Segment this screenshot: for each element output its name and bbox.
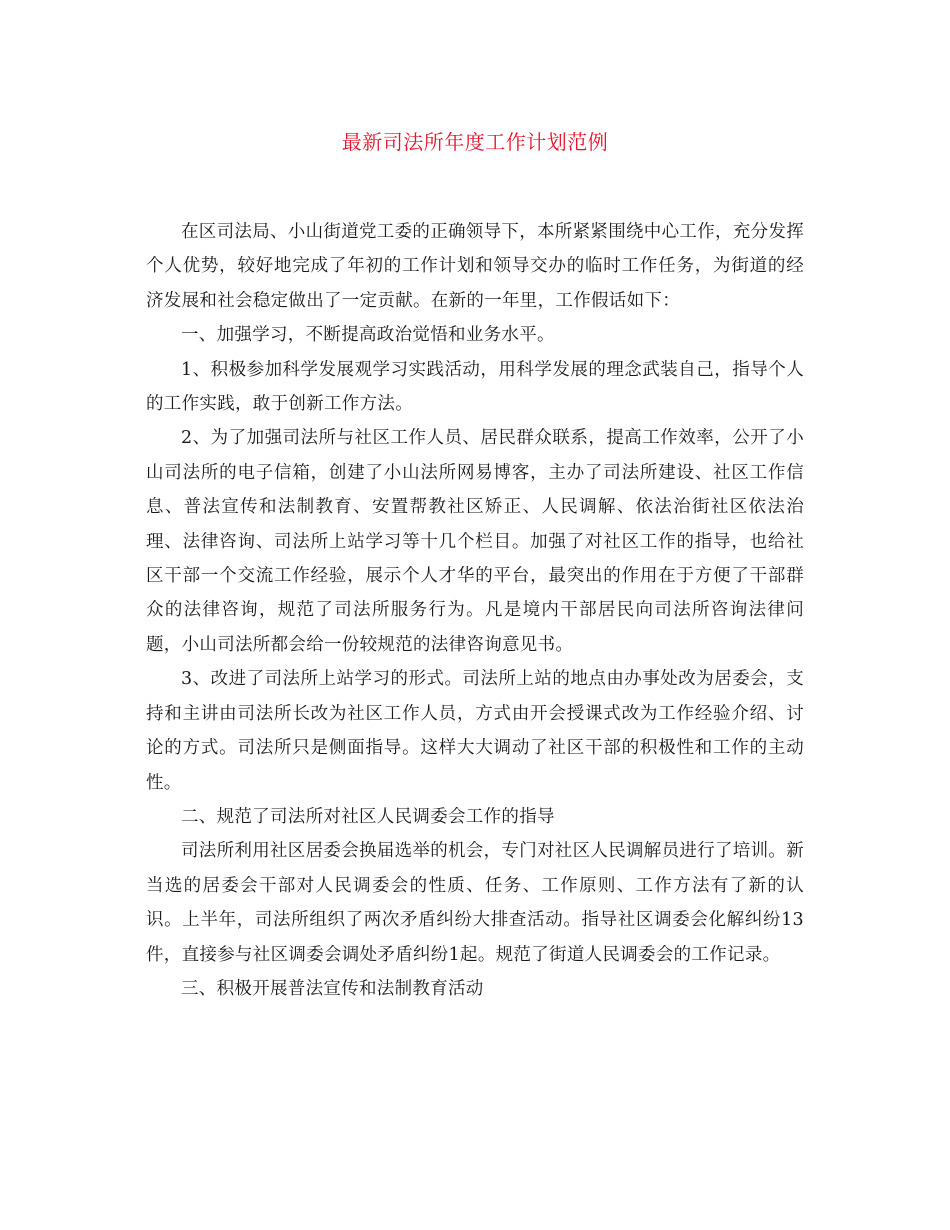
paragraph-intro: 在区司法局、小山街道党工委的正确领导下，本所紧紧围绕中心工作，充分发挥个人优势，较好地完成了年初的工作计划和领导交办的临时工作任务，为街道的经济发展和社会稳定做出了一定贡献。在新的一年里，工作假话如下： (146, 222, 804, 311)
section-heading-1: 一、加强学习，不断提高政治觉悟和业务水平。 (181, 325, 555, 346)
paragraph-mediation: 司法所利用社区居委会换届选举的机会，专门对社区人民调解员进行了培训。新当选的居委会干部对人民调委会的性质、任务、工作原则、工作方法有了新的认识。上半年，司法所组织了两次矛盾纠纷大排查活动。指导社区调委会化解纠纷13件，直接参与社区调委会调处矛盾纠纷1起。规范了街道人民调委会的工作记录。 (146, 841, 804, 965)
paragraph-item-1: 1、积极参加科学发展观学习实践活动，用科学发展的理念武装自己，指导个人的工作实践，敢于创新工作方法。 (146, 359, 804, 415)
section-heading-2: 二、规范了司法所对社区人民调委会工作的指导 (181, 806, 555, 827)
paragraph-item-3: 3、改进了司法所上站学习的形式。司法所上站的地点由办事处改为居委会，支持和主讲由司法所长改为社区工作人员，方式由开会授课式改为工作经验介绍、讨论的方式。司法所只是侧面指导。这样大大调动了社区干部的积极性和工作的主动性。 (146, 669, 804, 793)
document-body (146, 215, 804, 1006)
paragraph-item-2: 2、为了加强司法所与社区工作人员、居民群众联系，提高工作效率，公开了小山司法所的电子信箱，创建了小山法所网易博客，主办了司法所建设、社区工作信息、普法宣传和法制教育、安置帮教社区矫正、人民调解、依法治街社区依法治理、法律咨询、司法所上站学习等十几个栏目。加强了对社区工作的指导，也给社区干部一个交流工作经验，展示个人才华的平台，最突出的作用在于方便了干部群众的法律咨询，规范了司法所服务行为。凡是境内干部居民向司法所咨询法律问题，小山司法所都会给一份较规范的法律咨询意见书。 (146, 428, 804, 655)
document-title: 最新司法所年度工作计划范例 (341, 130, 609, 154)
section-heading-3: 三、积极开展普法宣传和法制教育活动 (181, 978, 484, 999)
